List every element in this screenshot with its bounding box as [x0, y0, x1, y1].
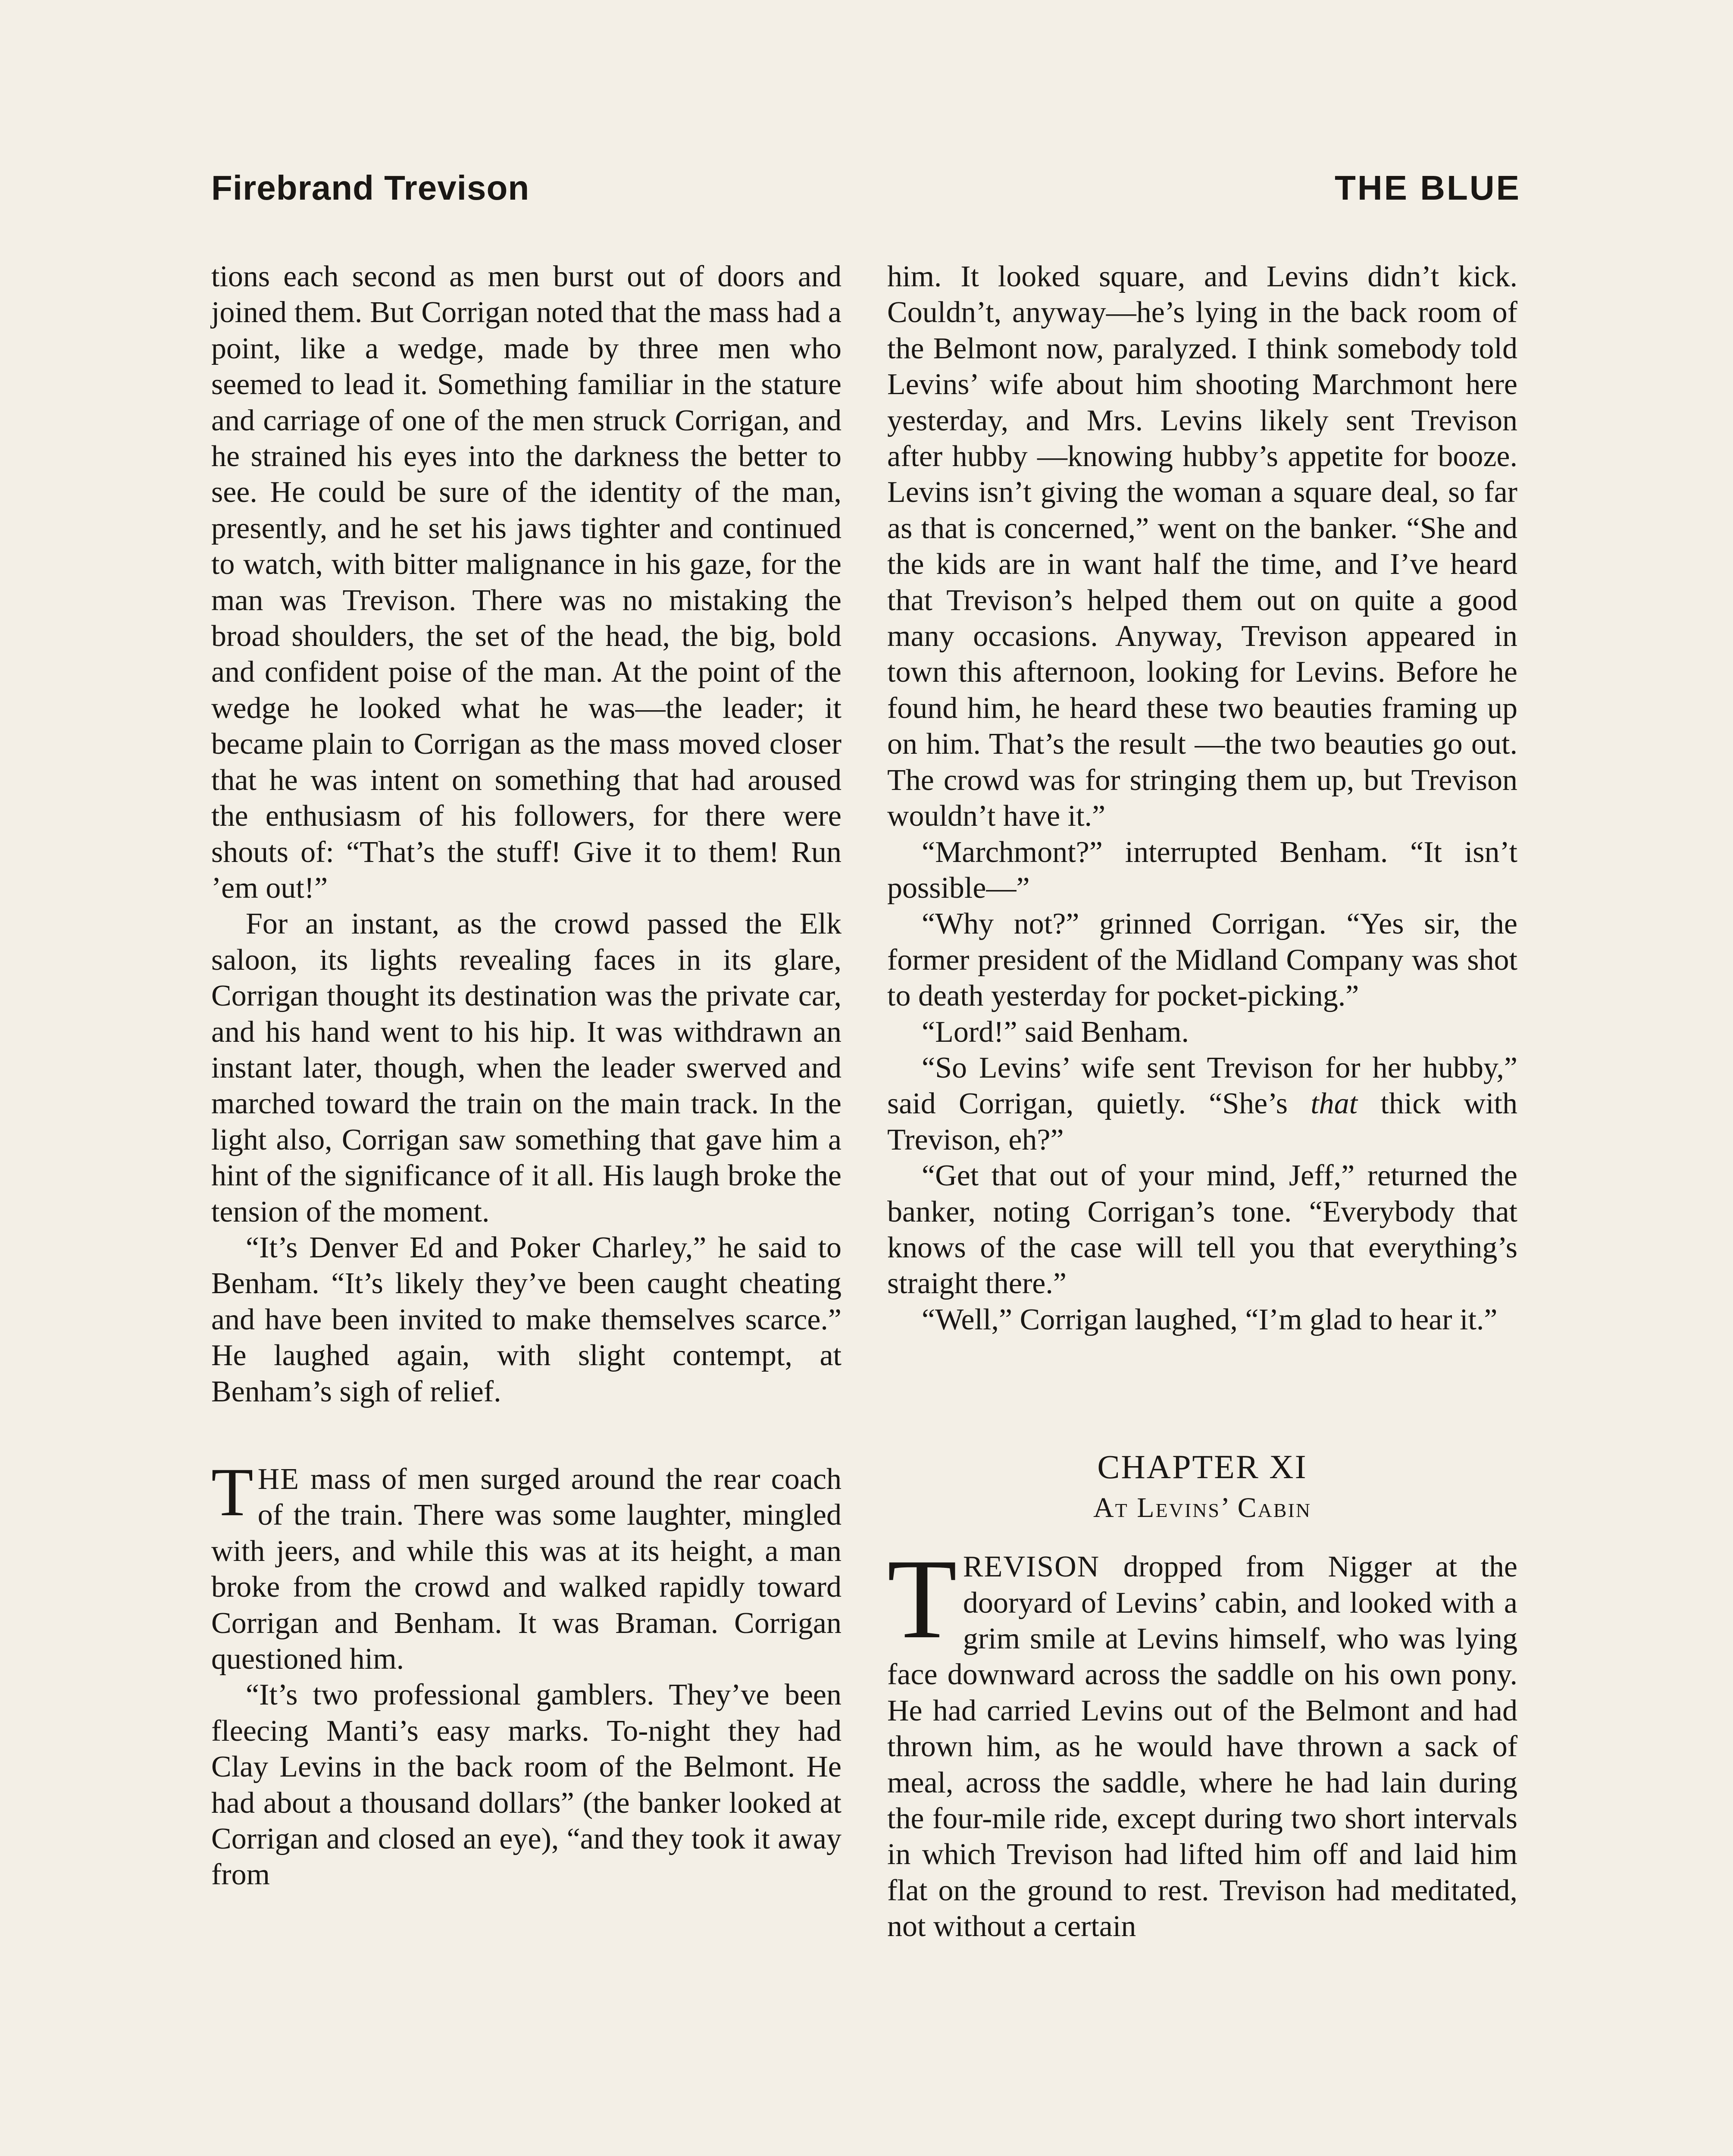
- paragraph: “It’s Denver Ed and Poker Charley,” he said to Benham. “It’s likely they’ve been caught cheating and have been invited to make themselves scarce.” He laughed again, with slight contempt, at Benham’s sigh of relief.: [211, 1231, 841, 1408]
- story-title: Firebrand Trevison: [211, 169, 530, 207]
- running-header: [211, 168, 1521, 216]
- paragraph: him. It looked square, and Levins didn’t kick. Couldn’t, anyway—he’s lying in the back room of the Belmont now, paralyzed. I think somebody told Levins’ wife about him shooting Marchmont here yesterday, and Mrs. Levins likely sent Trevison after hubby —knowing hubby’s appetite for booze. Levins isn’t giving the woman a square deal, so far as that is concerned,” went on the banker. “She and the kids are in want half the time, and I’ve heard that Trevison’s helped them out on quite a good many occasions. Anyway, Trevison appeared in town this afternoon, looking for Levins. Before he found him, he heard these two beauties framing up on him. That’s the result —the two beauties go out. The crowd was for stringing them up, but Trevison wouldn’t have it.”: [887, 260, 1517, 833]
- paragraph-text: dropped from Nigger at the dooryard of Levins’ cabin, and looked with a grim smile at Levins himself, who was lying face downward across the saddle on his own pony. He had carried Levins out of the Belmont and had thrown him, as he would have thrown a sack of meal, across the saddle, where he had lain during the four-mile ride, except during two short intervals in which Trevison had lifted him off and laid him flat on the ground to rest. Trevison had meditated, not without a certain: [887, 1550, 1517, 1943]
- left-column: [211, 259, 841, 1893]
- paragraph: “Lord!” said Benham.: [922, 1015, 1189, 1049]
- paragraph: “Marchmont?” interrupted Benham. “It isn’t possible—”: [887, 835, 1517, 905]
- paragraph: “Well,” Corrigan laughed, “I’m glad to hear it.”: [922, 1303, 1498, 1336]
- lead-caps: HE: [257, 1463, 300, 1496]
- lead-caps: REVISON: [963, 1550, 1100, 1584]
- section-paragraph: [211, 1454, 841, 1677]
- paragraph: “It’s two professional gamblers. They’ve been fleecing Manti’s easy marks. To-night they had Clay Levins in the back room of the Belmont. He had about a thousand dollars” (the banker looked at Corrigan and closed an eye), “and they took it away from: [211, 1678, 841, 1892]
- paragraph: For an instant, as the crowd passed the Elk saloon, its lights revealing faces in its glare, Corrigan thought its destination was the private car, and his hand went to his hip. It was withdrawn an instant later, though, when the leader swerved and marched toward the train on the main track. In the light also, Corrigan saw something that gave him a hint of the significance of it all. His laugh broke the tension of the moment.: [211, 907, 841, 1228]
- section-break: [211, 1410, 841, 1461]
- magazine-title: THE BLUE: [1335, 169, 1521, 207]
- right-column: [887, 259, 1517, 1945]
- paragraph: tions each second as men burst out of doors and joined them. But Corrigan noted that the mass had a point, like a wedge, made by three men who seemed to lead it. Something familiar in the stature and carriage of one of the men struck Corrigan, and he strained his eyes into the darkness the better to see. He could be sure of the identity of the man, presently, and he set his jaws tighter and continued to watch, with bitter malignance in his gaze, for the man was Trevison. There was no mistaking the broad shoulders, the set of the head, the big, bold and confident poise of the man. At the point of the wedge he looked what he was—the leader; it became plain to Corrigan as the mass moved closer that he was intent on something that had aroused the enthusiasm of his followers, for there were shouts of: “That’s the stuff! Give it to them! Run ’em out!”: [211, 260, 841, 905]
- paragraph-text: thick with Trevison, eh?”: [887, 1087, 1517, 1156]
- paragraph: “Why not?” grinned Corrigan. “Yes sir, the former president of the Midland Company was shot to death yesterday for pocket-picking.”: [887, 907, 1517, 1013]
- drop-cap: T: [887, 1536, 957, 1663]
- paragraph-text: “So Levins’ wife sent Trevison for her hubby,” said Corrigan, quietly. “She’s: [887, 1051, 1517, 1121]
- chapter-subtitle: At Levins’ Cabin: [1093, 1492, 1312, 1524]
- paragraph-text: mass of men surged around the rear coach of the train. There was some laughter, mingled with jeers, and while this was at its height, a man broke from the crowd and walked rapidly toward Corrigan and Benham. It was Braman. Corrigan questioned him.: [211, 1463, 841, 1676]
- paragraph: “Get that out of your mind, Jeff,” returned the banker, noting Corrigan’s tone. “Everybody that knows of the case will tell you that everything’s straight there.”: [887, 1159, 1517, 1300]
- chapter-opening-paragraph: [887, 1536, 1517, 1944]
- chapter-heading: CHAPTER XI: [1097, 1448, 1308, 1486]
- drop-cap: T: [211, 1454, 253, 1530]
- emphasis-text: that: [1311, 1087, 1358, 1121]
- paragraph: [887, 1050, 1517, 1158]
